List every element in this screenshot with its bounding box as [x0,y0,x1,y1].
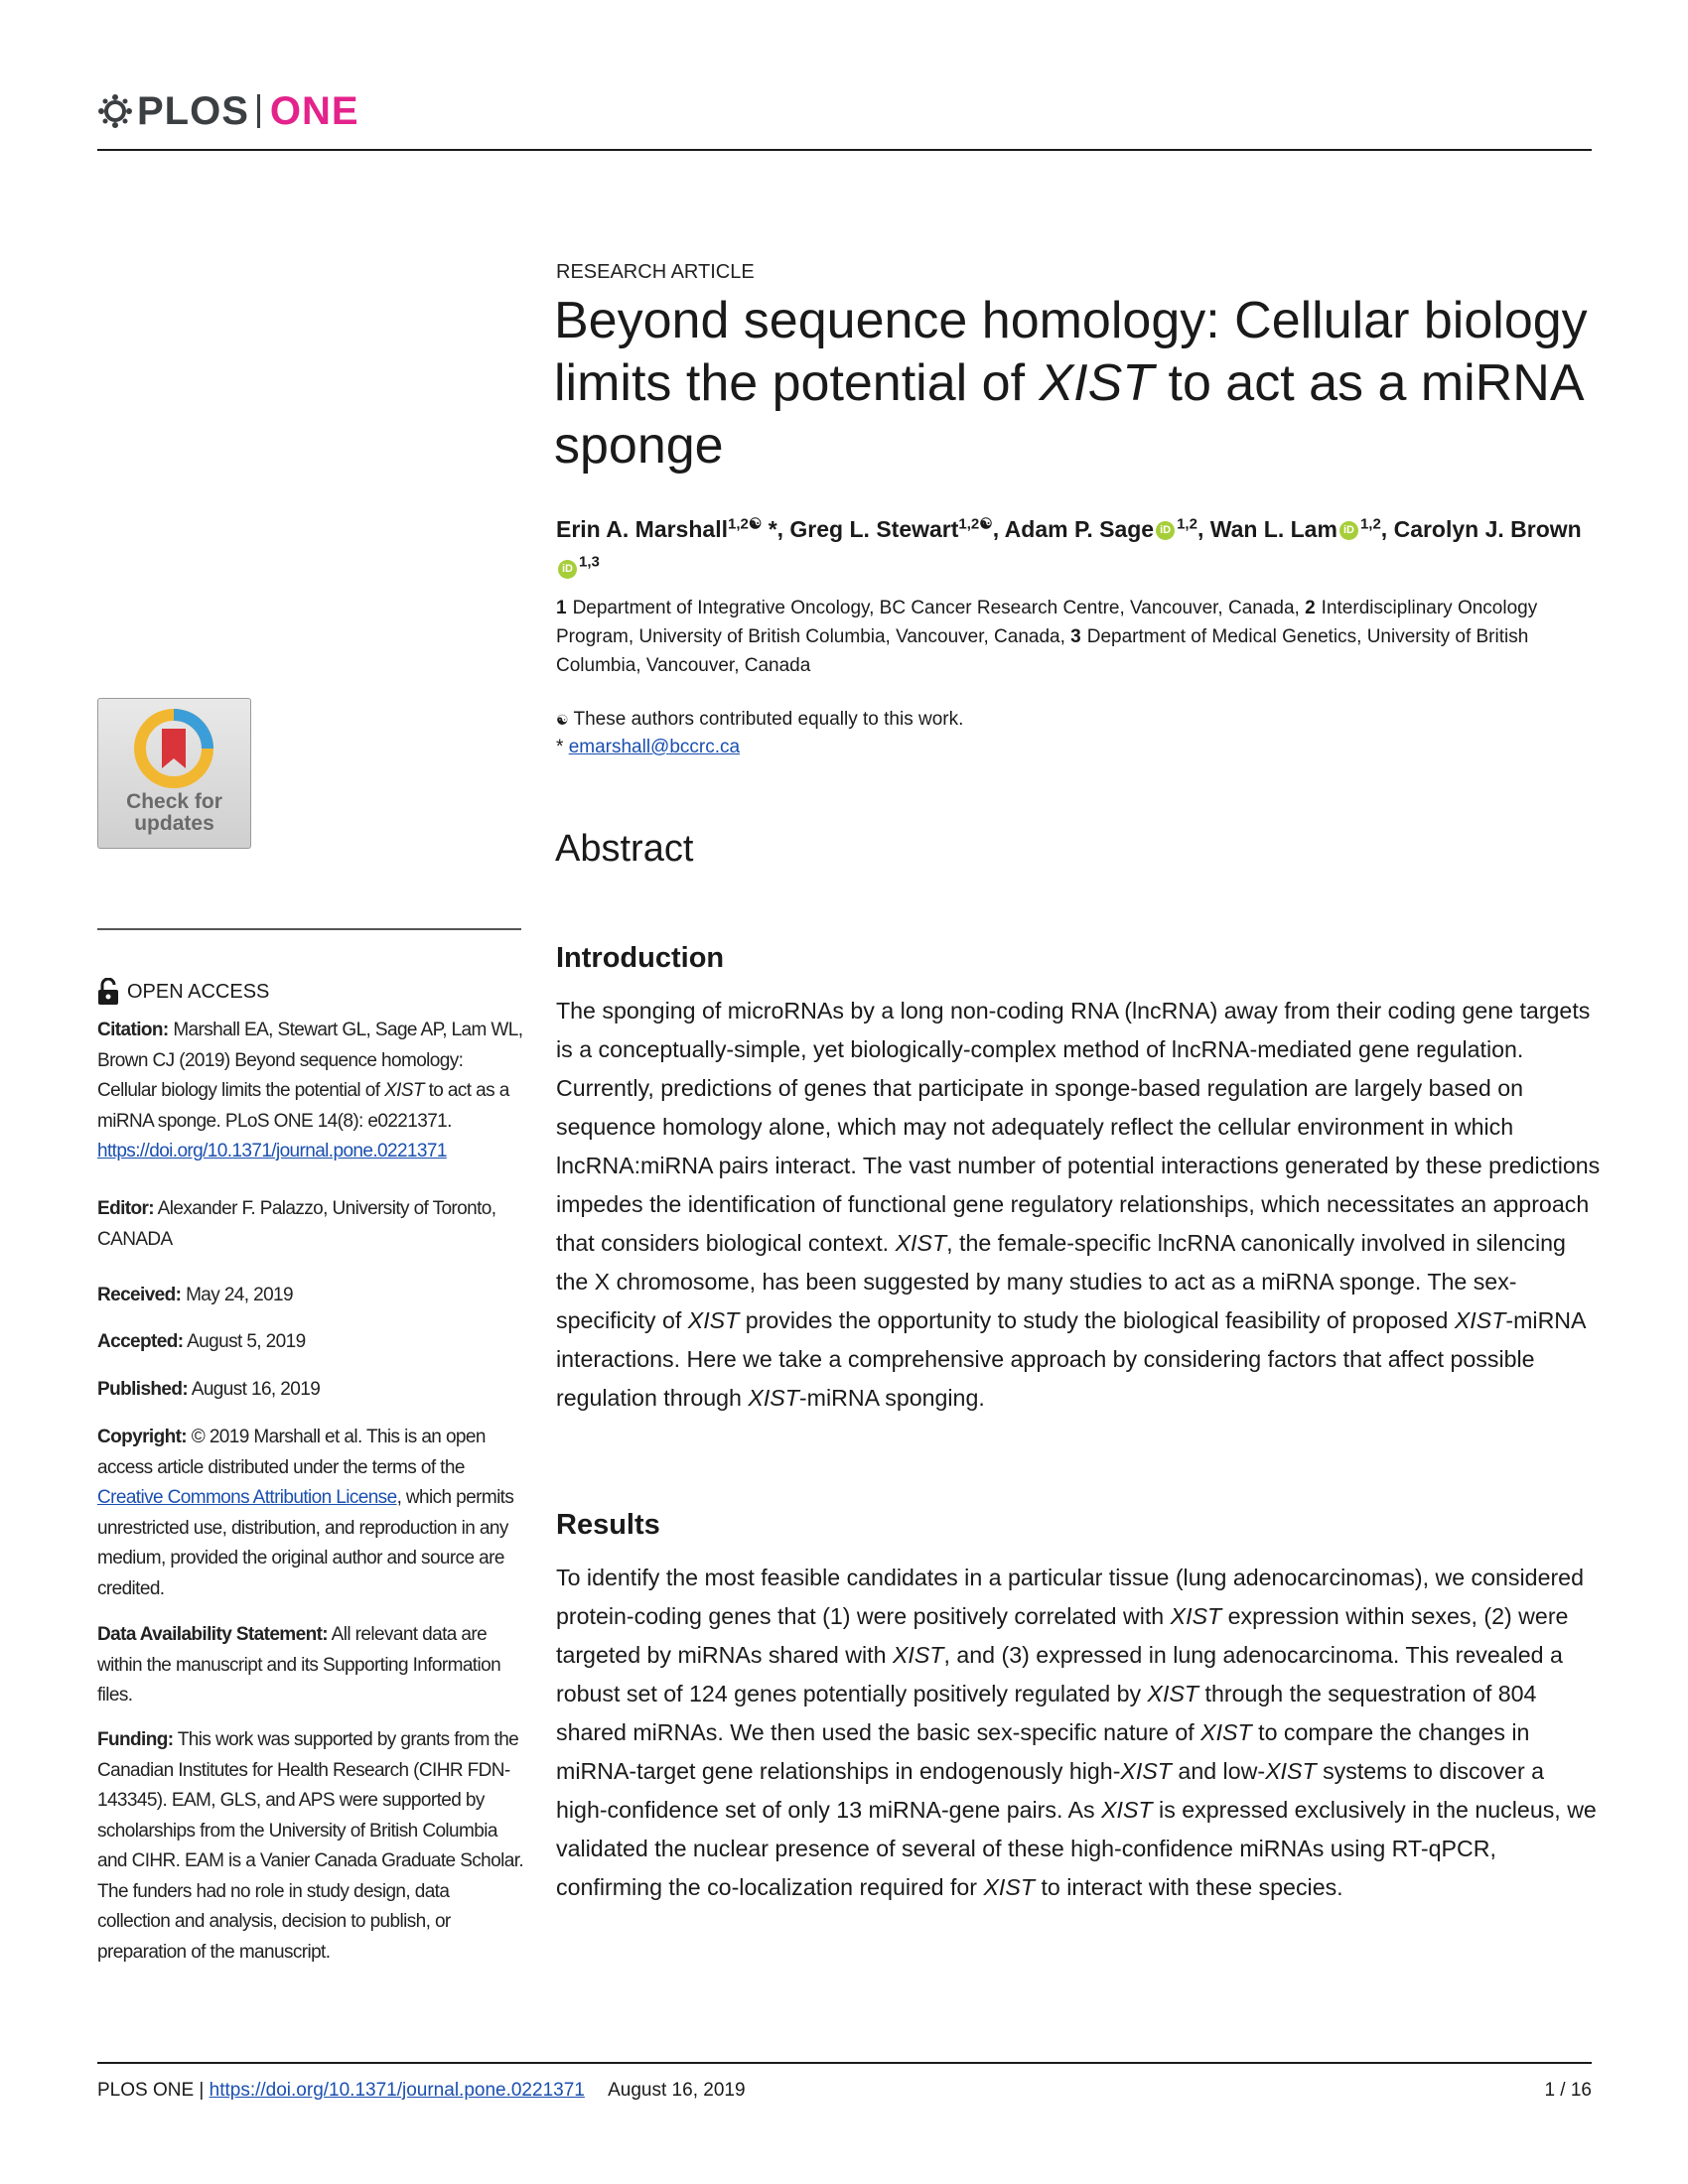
gene-name: XIST [748,1385,799,1411]
copyright-label: Copyright: [97,1427,188,1447]
paragraph-text: provides the opportunity to study the biological feasibility of proposed [739,1307,1455,1333]
footer-journal: PLOS ONE | [97,2080,205,2101]
gene-name: XIST [895,1230,947,1256]
accepted-block [97,1327,526,1358]
logo-one-text: ONE [269,88,359,133]
paragraph-text: -miRNA sponging. [798,1385,985,1411]
gene-name: XIST [687,1307,740,1333]
author-name: Greg L. Stewart [789,515,959,542]
data-availability-text: All relevant data are within the manuscript and its Supporting Information files. [97,1624,501,1706]
received-block [97,1281,526,1311]
citation-label: Citation: [97,1020,169,1040]
page-footer [97,2080,1592,2102]
gene-name: XIST [1101,1797,1153,1823]
funding-text: This work was supported by grants from the Canadian Institutes for Health Research (CIHR FDN-143345). EAM, GLS, and APS were supported by scholarships from the University of British Columbia and CIHR. EAM is a Vanier Canada Graduate Scholar. The funders had no role in study design, data collection and analysis, decision to publish, or preparation of the manuscript. [97,1729,524,1963]
author[interactable] [1210,516,1381,542]
paragraph-text: , and (3) expressed in lung adenocarcinoma. This revealed a robust set of 124 genes potentially positively regulated by [556,1642,1563,1706]
paragraph-text: systems to discover a high-confidence set of only 13 miRNA-gene pairs. As [556,1758,1544,1823]
footer-rule [97,2062,1592,2064]
author-affiliation-marker: 1,2☯ [958,515,993,532]
editor-block [97,1194,526,1255]
gene-name: XIST [983,1874,1036,1900]
received-label: Received: [97,1285,182,1305]
paragraph-text: to interact with these species. [1035,1874,1343,1900]
author[interactable] [789,516,992,542]
citation-text: Marshall EA, Stewart GL, Sage AP, Lam WL, Brown CJ (2019) Beyond sequence homology: Cellular biology limits the potential of [97,1020,523,1101]
paragraph-text: through the sequestration of 804 shared miRNAs. We then used the basic sex-specific nature of [556,1681,1537,1745]
affiliation-text: Department of Medical Genetics, University of British Columbia, Vancouver, Canada [556,626,1529,676]
affiliation-text: Department of Integrative Oncology, BC Cancer Research Centre, Vancouver, Canada, [572,598,1300,618]
editor-label: Editor: [97,1198,155,1219]
abstract-heading: Abstract [555,828,694,870]
title-italic: XIST [1039,354,1155,412]
corresponding-author-marker: * [768,515,777,542]
paragraph-text: is expressed exclusively in the nucleus, we validated the nuclear presence of several of these high-confidence miRNAs using RT-qPCR, confirming the co-localization required for [556,1797,1597,1900]
open-access-label: OPEN ACCESS [127,980,270,1003]
copyright-text-2: , which permits unrestricted use, distribution, and reproduction in any medium, provided the original author and source are credited. [97,1487,514,1599]
citation-block [97,1016,526,1167]
license-link[interactable]: Creative Commons Attribution License [97,1487,397,1508]
corresponding-email-link[interactable]: emarshall@bccrc.ca [568,737,741,757]
open-lock-icon [97,978,119,1006]
equal-contribution-note [556,706,963,734]
affiliation-number: 2 [1305,598,1316,618]
author-affiliation-marker: 1,2☯ [727,515,763,532]
gene-name: XIST [1170,1603,1222,1629]
results-heading: Results [556,1509,660,1541]
open-access-badge [97,978,269,1006]
orcid-icon[interactable]: iD [1156,521,1175,540]
logo-divider [257,94,260,128]
corresponding-note [556,734,963,761]
paragraph-text: and low- [1171,1758,1266,1784]
author-affiliation-marker: 1,2 [1177,515,1197,532]
gene-name: XIST [1147,1681,1199,1706]
author-affiliation-marker: 1,3 [579,553,600,571]
citation-italic: XIST [384,1080,424,1101]
data-availability-block [97,1620,526,1711]
title-part-2: to act as a miRNA sponge [554,354,1582,475]
article-type: RESEARCH ARTICLE [556,261,755,283]
paragraph-text: To identify the most feasible candidates in a particular tissue (lung adenocarcinomas), we considered protein-coding genes that (1) were positively correlated with [556,1565,1584,1629]
affiliations [556,594,1599,680]
editor-text: Alexander F. Palazzo, University of Toronto, CANADA [97,1198,496,1250]
title-part-1: Beyond sequence homology: Cellular biology limits the potential of [554,292,1588,412]
paragraph-text: expression within sexes, (2) were targeted by miRNAs shared with [556,1603,1569,1668]
data-availability-label: Data Availability Statement: [97,1624,329,1645]
results-paragraph [556,1559,1601,1907]
check-for-updates-label: Check for updates [126,790,222,835]
published-block [97,1375,526,1406]
orcid-icon[interactable]: iD [558,560,577,579]
gene-name: XIST [1200,1719,1252,1745]
header-rule [97,149,1592,151]
gene-name: XIST [1454,1307,1506,1333]
accepted-date: August 5, 2019 [187,1331,306,1352]
affiliation-text: Interdisciplinary Oncology Program, University of British Columbia, Vancouver, Canada, [556,598,1538,647]
funding-block [97,1725,526,1968]
author-name: Wan L. Lam [1209,515,1337,542]
logo-plos-text: PLOS [137,88,249,133]
author-list: Erin A. Marshall$^{1,2☯}$ *, Greg L. Stewart$^{1,2☯}$, Adam P. Sage iD $^{1,2}$, Wan L. Lam iD $^{1,2}$, Carolyn J. BrowniD $^{1,3}$ [556,507,1599,584]
plos-logo-icon [97,93,133,129]
introduction-heading: Introduction [556,942,725,974]
orcid-icon[interactable]: iD [1339,521,1358,540]
published-label: Published: [97,1379,189,1400]
author-name: Erin A. Marshall [556,515,728,542]
article-title [554,290,1607,478]
gene-name: XIST [1120,1758,1172,1784]
crossmark-icon [132,707,215,790]
accepted-label: Accepted: [97,1331,184,1352]
funding-label: Funding: [97,1729,174,1750]
footer-doi-link[interactable]: https://doi.org/10.1371/journal.pone.0221371 [209,2080,585,2101]
author[interactable] [1005,516,1197,542]
author[interactable] [556,516,777,542]
equal-contribution-icon: ☯ [556,712,569,728]
received-date: May 24, 2019 [186,1285,293,1305]
author-name: Adam P. Sage [1004,515,1155,542]
paragraph-text: -miRNA interactions. Here we take a comprehensive approach by considering factors that affect possible regulation through [556,1307,1586,1411]
introduction-paragraph [556,992,1601,1418]
journal-logo[interactable] [97,87,359,135]
corresponding-marker: * [556,737,564,757]
gene-name: XIST [1265,1758,1317,1784]
contribution-notes [556,706,963,761]
paragraph-text: , the female-specific lncRNA canonically involved in silencing the X chromosome, has been suggested by many studies to act as a miRNA sponge. The sex-specificity of [556,1230,1566,1333]
footer-date: August 16, 2019 [608,2080,746,2101]
author-affiliation-marker: 1,2 [1359,515,1381,532]
page-number: 1 / 16 [1544,2080,1592,2101]
citation-doi-link[interactable]: https://doi.org/10.1371/journal.pone.0221371 [97,1141,447,1161]
author-name: Carolyn J. Brown [1393,515,1582,542]
check-for-updates-badge[interactable] [97,698,251,849]
paragraph-text: The sponging of microRNAs by a long non-coding RNA (lncRNA) away from their coding gene targets is a conceptually-simple, yet biologically-complex method of lncRNA-mediated gene regulation. Currently, predictions of genes that participate in sponge-based regulation are largely based on sequence homology alone, which may not adequately reflect the cellular environment in which lncRNA:miRNA pairs interact. The vast number of potential interactions generated by these predictions impedes the identification of functional gene regulatory relationships, which necessitates an approach that considers biological context. [556,998,1601,1256]
affiliation-number: 3 [1070,626,1081,647]
published-date: August 16, 2019 [191,1379,321,1400]
sidebar-rule [97,928,521,930]
affiliation-number: 1 [556,598,567,618]
gene-name: XIST [892,1642,944,1668]
citation-text-2: to act as a miRNA sponge. PLoS ONE 14(8): e0221371. [97,1080,509,1132]
equal-contribution-text: These authors contributed equally to this work. [573,709,964,730]
paragraph-text: to compare the changes in miRNA-target gene relationships in endogenously high- [556,1719,1530,1784]
copyright-text: © 2019 Marshall et al. This is an open access article distributed under the terms of the [97,1427,486,1478]
copyright-block [97,1423,526,1604]
